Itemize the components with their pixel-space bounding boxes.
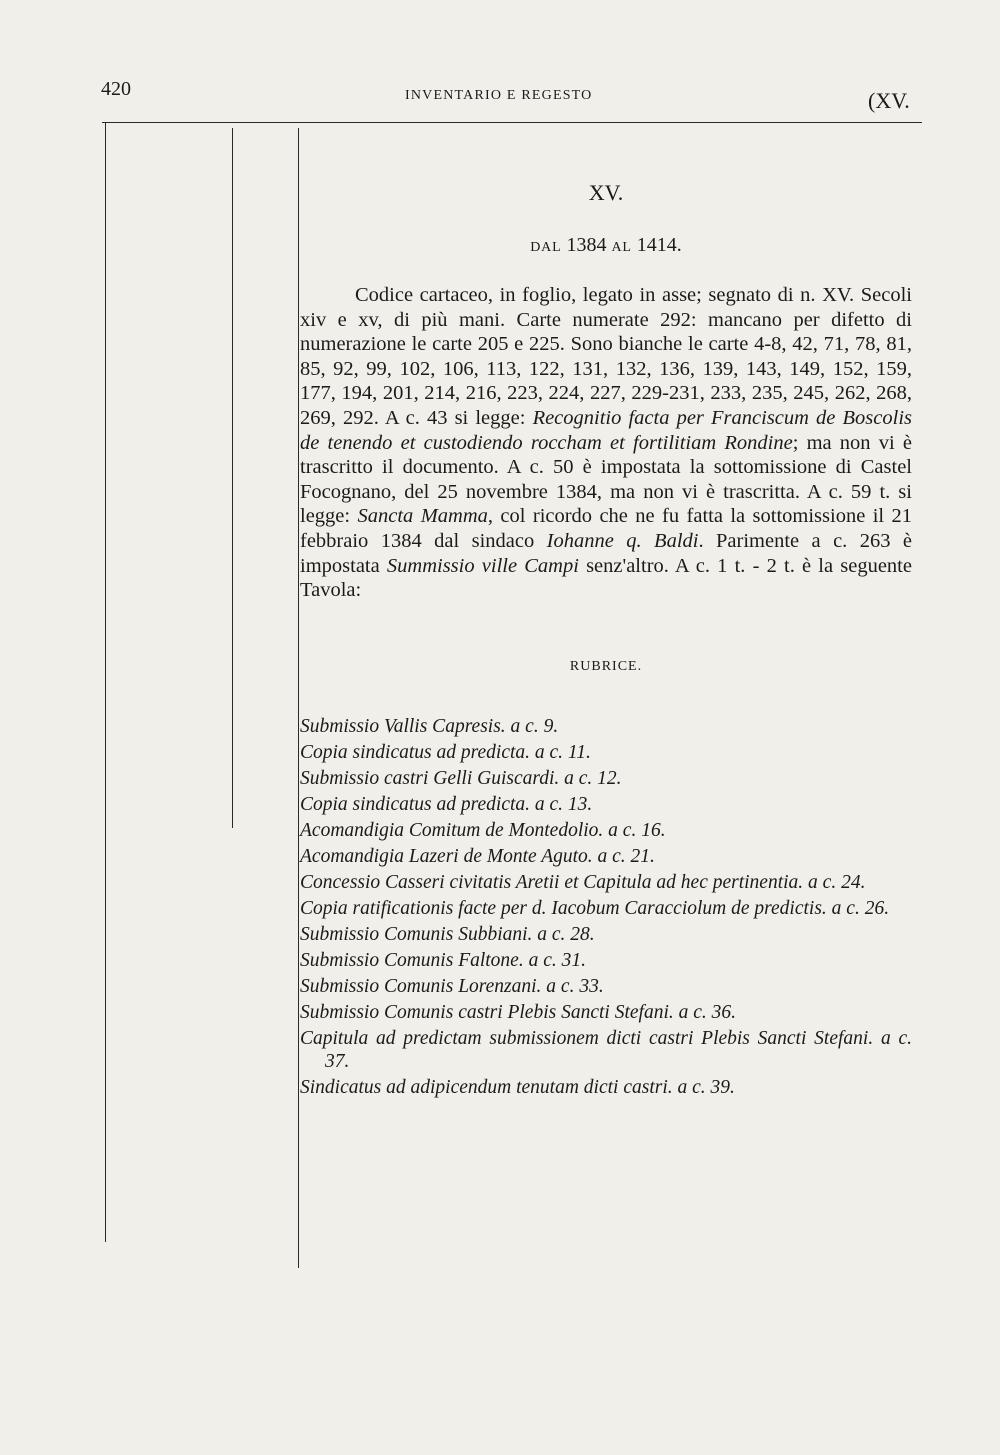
desc-text-5: senz'altro. A c. 1 t. - 2 t. è la seguente Tavola: bbox=[300, 554, 912, 602]
header-rule bbox=[102, 122, 922, 123]
codex-description bbox=[300, 283, 912, 603]
desc-text-2: ; ma non vi è trascritto il documento. A c. 50 è impostata la sottomissione di Castel Focognano, del 25 novembre 1384, ma non vi è trascritta. A c. 59 t. si legge: bbox=[300, 431, 912, 528]
rubric-entry: Copia sindicatus ad predicta. a c. 13. bbox=[300, 793, 593, 815]
rubric-entry: Submissio Vallis Capresis. a c. 9. bbox=[300, 715, 559, 737]
margin-rule-middle bbox=[232, 128, 233, 828]
rubric-entry: Sindicatus ad adipicendum tenutam dicti castri. a c. 39. bbox=[300, 1076, 735, 1098]
rubric-entry: Submissio Comunis Subbiani. a c. 28. bbox=[300, 923, 595, 945]
rubric-entry: Copia sindicatus ad predicta. a c. 11. bbox=[300, 741, 591, 763]
rubric-entry: Copia ratificationis facte per d. Iacobum Caracciolum de predictis. a c. 26. bbox=[300, 897, 890, 919]
date-from: 1384 bbox=[566, 234, 607, 256]
rubric-entry: Submissio Comunis Faltone. a c. 31. bbox=[300, 949, 586, 971]
rubric-entry: Submissio castri Gelli Guiscardi. a c. 12. bbox=[300, 767, 622, 789]
rubric-entry: Acomandigia Lazeri de Monte Aguto. a c. 21. bbox=[300, 845, 655, 867]
main-text-column bbox=[300, 182, 912, 1102]
desc-italic-4: Summissio ville Campi bbox=[386, 554, 579, 577]
page-number: 420 bbox=[101, 78, 131, 100]
rubric-entry: Acomandigia Comitum de Montedolio. a c. 16. bbox=[300, 819, 666, 841]
rubric-entry: Submissio Comunis castri Plebis Sancti Stefani. a c. 36. bbox=[300, 1001, 737, 1023]
desc-italic-3: Iohanne q. Baldi bbox=[546, 529, 699, 552]
rubric-entry: Submissio Comunis Lorenzani. a c. 33. bbox=[300, 975, 604, 997]
section-reference: (XV. bbox=[868, 88, 910, 113]
date-to: 1414. bbox=[636, 234, 682, 256]
date-dal: DAL bbox=[530, 240, 562, 255]
date-al: AL bbox=[611, 240, 632, 255]
desc-text-3: , col ricordo che ne fu fatta la sottomissione il 21 febbraio 1384 dal sindaco bbox=[300, 505, 913, 552]
rubric-entry: Concessio Casseri civitatis Aretii et Capitula ad hec pertinentia. a c. 24. bbox=[300, 871, 866, 893]
desc-italic-2: Sancta Mamma bbox=[357, 505, 488, 528]
desc-italic-1: Recognitio facta per Franciscum de Boscolis de tenendo et custodiendo roccham et fortilitiam Rondine bbox=[300, 406, 912, 454]
section-title: XV. bbox=[588, 180, 624, 205]
desc-text-4: . Parimente a c. 263 è impostata bbox=[300, 529, 912, 577]
desc-text-1: Codice cartaceo, in foglio, legato in asse; segnato di n. XV. Secoli xiv e xv, di più mani. Carte numerate 292: mancano per difetto di numerazione le carte 205 e 225. Sono bianche le carte 4-8, 42, 71, 78, 81, 85, 92, 99, 102, 106, 113, 122, 131, 132, 136, 139, 143, 149, 152, 159, 177, 194, 201, 214, 216, 223, 224, 227, 229-231, 233, 235, 245, 262, 268, 269, 292. A c. 43 si legge: bbox=[300, 284, 912, 429]
rubric-list bbox=[300, 715, 912, 1099]
margin-rule-text bbox=[298, 128, 299, 1268]
date-range bbox=[300, 234, 912, 257]
rubric-entry: Capitula ad predictam submissionem dicti castri Plebis Sancti Stefani. a c. 37. bbox=[300, 1027, 912, 1072]
margin-rule-left bbox=[105, 122, 106, 1242]
rubrice-heading: RUBRICE. bbox=[569, 658, 643, 674]
running-title: INVENTARIO E REGESTO bbox=[405, 88, 593, 103]
